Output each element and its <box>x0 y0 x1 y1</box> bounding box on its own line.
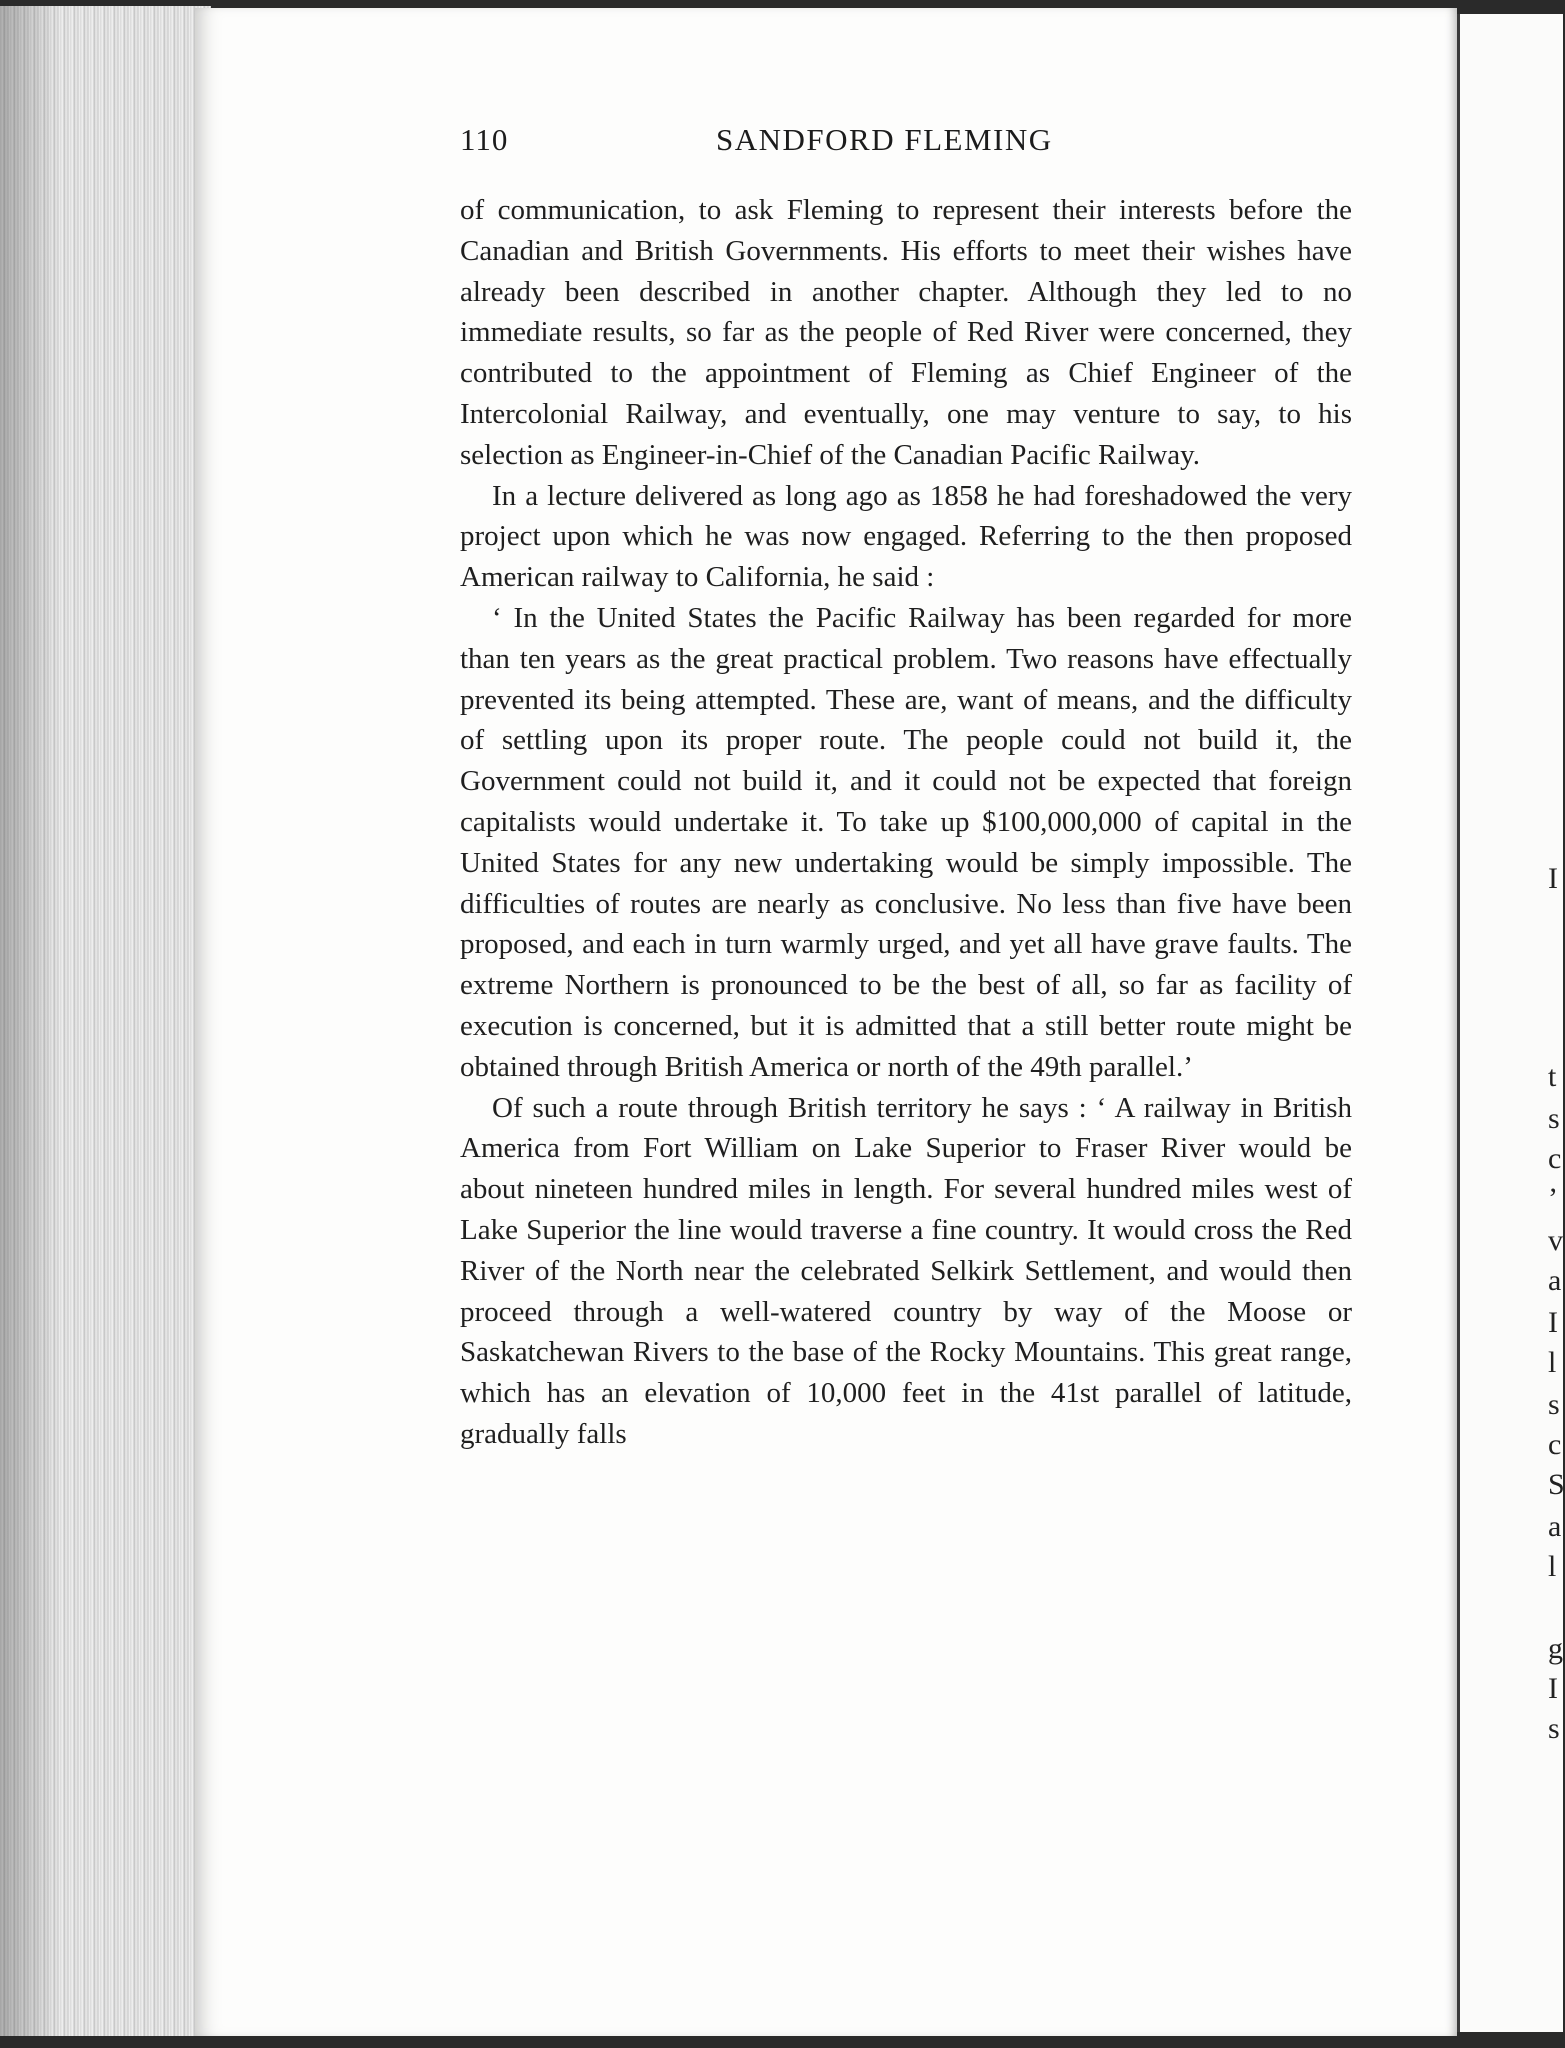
paragraph: In a lecture delivered as long ago as 1858 he had foreshadowed the very project upon which he was now engaged. Referring to the then proposed American railway to California, he said : <box>460 479 1352 594</box>
facing-letter: a <box>1548 1264 1562 1297</box>
page-stack-edge <box>0 6 211 2036</box>
facing-letter: I <box>1548 862 1558 895</box>
facing-letter: I <box>1548 1672 1558 1705</box>
facing-letter: I <box>1548 1306 1558 1339</box>
facing-letter: ’ <box>1548 1182 1558 1215</box>
paragraph: of communication, to ask Fleming to represent their interests before the Canadian and British Governments. His efforts to meet their wishes have already been described in another chapter. Although they led to no immediate results, so far as the people of Red River were concerned, they contributed to the appointment of Fleming as Chief Engineer of the Intercolonial Railway, and eventually, one may venture to say, to his selection as Engineer-in-Chief of the Canadian Pacific Railway. <box>460 194 1352 471</box>
page-header <box>460 122 1356 166</box>
facing-letter: c <box>1548 1428 1562 1461</box>
facing-page-fragment <box>1457 14 1563 2032</box>
facing-letter: v <box>1548 1224 1563 1257</box>
facing-letter: s <box>1548 1388 1560 1421</box>
facing-letter: g <box>1548 1632 1563 1665</box>
facing-letter: S <box>1548 1468 1565 1501</box>
quoted-paragraph: ‘ In the United States the Pacific Railway has been regarded for more than ten years as the great practical problem. Two reasons have effectually prevented its being attempted. These are, want of means, and the difficulty of settling upon its proper route. The people could not build it, the Government could not build it, and it could not be expected that foreign capitalists would undertake it. To take up $100,000,000 of capital in the United States for any new undertaking would be simply impossible. The difficulties of routes are nearly as conclusive. No less than five have been proposed, and each in turn warmly urged, and yet all have grave faults. The extreme Northern is pronounced to be the best of all, so far as facility of execution is concerned, but it is admitted that a still better route might be obtained through British America or north of the 49th parallel.’ <box>460 601 1352 1083</box>
facing-letter: s <box>1548 1712 1560 1745</box>
facing-letter: t <box>1548 1060 1557 1093</box>
paragraph: Of such a route through British territory he says : ‘ A railway in British America from Fort William on Lake Superior to Fraser River would be about nineteen hundred miles in length. For several hundred miles west of Lake Superior the line would traverse a fine country. It would cross the Red River of the North near the celebrated Selkirk Settlement, and would then proceed through a well-watered country by way of the Moose or Saskatchewan Rivers to the base of the Rocky Mountains. This great range, which has an elevation of 10,000 feet in the 41st parallel of latitude, gradually falls <box>460 1091 1352 1450</box>
body-text <box>460 190 1352 1455</box>
facing-letter: l <box>1548 1550 1557 1583</box>
facing-letter: c <box>1548 1142 1562 1175</box>
facing-letter: a <box>1548 1510 1562 1543</box>
facing-letter: l <box>1548 1346 1557 1379</box>
running-title: SANDFORD FLEMING <box>716 122 1053 157</box>
page-number: 110 <box>460 122 509 157</box>
facing-letter: s <box>1548 1102 1560 1135</box>
